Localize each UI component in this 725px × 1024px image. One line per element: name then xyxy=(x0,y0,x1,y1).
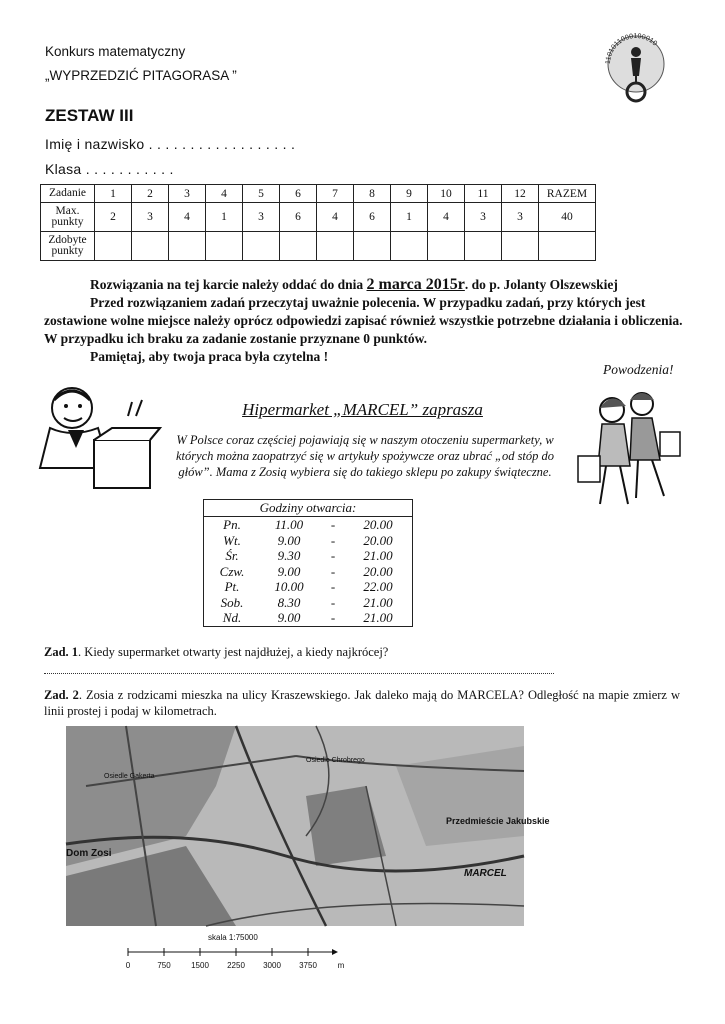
max-points: 3 xyxy=(465,203,502,232)
max-total: 40 xyxy=(539,203,596,232)
hours-row xyxy=(204,595,412,611)
dash: - xyxy=(330,517,336,532)
earned-cell[interactable] xyxy=(243,232,280,261)
map-label: Dom Zosi xyxy=(66,848,112,859)
hours-row xyxy=(204,533,412,549)
open-time: 9.30 xyxy=(277,548,301,563)
day: Pt. xyxy=(224,579,240,594)
hours-row xyxy=(204,517,412,533)
scale-bar xyxy=(128,948,338,956)
scale-tick: 1500 xyxy=(191,961,209,970)
max-label-1: Max. xyxy=(55,205,80,217)
max-points: 1 xyxy=(391,203,428,232)
earned-cell[interactable] xyxy=(95,232,132,261)
task-1-label: Zad. 1 xyxy=(44,645,79,659)
scale-tick: m xyxy=(337,961,345,970)
day: Sob. xyxy=(220,594,244,610)
close-time: 21.00 xyxy=(363,548,393,563)
earned-cell[interactable] xyxy=(206,232,243,261)
task-row xyxy=(41,185,596,203)
task-number: 4 xyxy=(206,185,243,203)
earned-points-row xyxy=(41,232,596,261)
max-points: 6 xyxy=(354,203,391,232)
page-title: ZESTAW III xyxy=(45,106,134,125)
task-number: 2 xyxy=(132,185,169,203)
max-points-row xyxy=(41,203,596,232)
logo-text: 1101011000100010 xyxy=(604,32,659,65)
earned-total-cell[interactable] xyxy=(539,232,596,261)
earned-cell[interactable] xyxy=(465,232,502,261)
scale-tick: 3000 xyxy=(263,961,281,970)
earned-cell[interactable] xyxy=(169,232,206,261)
total-label: RAZEM xyxy=(539,185,596,203)
open-time: 9.00 xyxy=(277,563,301,579)
shopkeeper-illustration xyxy=(20,378,170,496)
task-number: 7 xyxy=(317,185,354,203)
map-label: Przedmieście Jakubskie xyxy=(446,816,550,826)
max-points: 3 xyxy=(243,203,280,232)
got-label-1: Zdobyte xyxy=(48,234,87,246)
legibility-note: Pamiętaj, aby twoja praca była czytelna ! xyxy=(90,349,329,364)
close-time: 20.00 xyxy=(363,532,393,548)
open-time: 10.00 xyxy=(274,579,304,594)
task-label: Zadanie xyxy=(41,185,95,203)
dash: - xyxy=(330,610,336,625)
max-points-label xyxy=(41,203,95,232)
max-points: 1 xyxy=(206,203,243,232)
task-2-label: Zad. 2 xyxy=(44,688,79,702)
score-table xyxy=(40,184,596,261)
map-label: Osiedle Chrobrego xyxy=(306,757,365,764)
earned-cell[interactable] xyxy=(502,232,539,261)
instructions xyxy=(44,276,684,366)
deadline-text: Rozwiązania na tej karcie należy oddać do dnia xyxy=(90,277,367,292)
day: Wt. xyxy=(223,532,241,548)
opening-hours-heading: Godziny otwarcia: xyxy=(204,500,412,517)
deadline-date: 2 marca 2015r xyxy=(366,276,465,293)
task-number: 6 xyxy=(280,185,317,203)
task-1-text: . Kiedy supermarket otwarty jest najdłużej, a kiedy najkrócej? xyxy=(78,645,389,659)
task-number: 5 xyxy=(243,185,280,203)
map-label: Osiedle Gakerta xyxy=(104,773,155,780)
instruction-text: Przed rozwiązaniem zadań przeczytaj uważnie polecenia. W przypadku zadań, przy których jest zostawione wolne miejsce należy oprócz odpowiedzi zapisać również wszystkie potrzebne działania i obliczenia. W przypadku ich braku za zadanie zostanie przyznane 0 punktów. xyxy=(44,295,683,346)
class-field: Klasa . . . . . . . . . . . xyxy=(45,161,174,177)
open-time: 11.00 xyxy=(274,517,304,532)
open-time: 9.00 xyxy=(277,532,301,548)
contest-name: Konkurs matematyczny xyxy=(45,44,186,59)
task-2-text: . Zosia z rodzicami mieszka na ulicy Kraszewskiego. Jak daleko mają do MARCELA? Odległość na mapie zmierz w linii prostej i podaj w kilometrach. xyxy=(44,688,680,718)
open-time: 9.00 xyxy=(277,610,301,625)
scale-tick: 0 xyxy=(125,961,131,970)
opening-hours-table xyxy=(203,499,413,627)
earned-cell[interactable] xyxy=(317,232,354,261)
max-points: 4 xyxy=(317,203,354,232)
day: Czw. xyxy=(219,563,245,579)
hours-row xyxy=(204,610,412,626)
close-time: 21.00 xyxy=(363,610,393,625)
close-time: 21.00 xyxy=(363,594,393,610)
dash: - xyxy=(330,532,336,548)
earned-cell[interactable] xyxy=(132,232,169,261)
earned-points-label xyxy=(41,232,95,261)
max-points: 6 xyxy=(280,203,317,232)
task-number: 10 xyxy=(428,185,465,203)
day: Śr. xyxy=(225,548,239,563)
task-number: 9 xyxy=(391,185,428,203)
task-1 xyxy=(44,645,388,660)
hours-row xyxy=(204,564,412,580)
dash: - xyxy=(330,563,336,579)
scale-title: skala 1:75000 xyxy=(208,933,258,942)
scale-tick: 750 xyxy=(157,961,171,970)
task-number: 8 xyxy=(354,185,391,203)
close-time: 22.00 xyxy=(363,579,393,594)
earned-cell[interactable] xyxy=(391,232,428,261)
task-2 xyxy=(44,687,680,719)
promo-title: Hipermarket „MARCEL” zaprasza xyxy=(242,400,483,419)
hours-row xyxy=(204,548,412,564)
close-time: 20.00 xyxy=(363,563,393,579)
close-time: 20.00 xyxy=(363,517,393,532)
map-label: MARCEL xyxy=(464,868,507,879)
open-time: 8.30 xyxy=(277,594,301,610)
max-points: 2 xyxy=(95,203,132,232)
day: Nd. xyxy=(222,610,242,625)
dash: - xyxy=(330,579,336,594)
day: Pn. xyxy=(223,517,241,532)
max-points: 3 xyxy=(502,203,539,232)
max-points: 4 xyxy=(169,203,206,232)
max-label-2: punkty xyxy=(51,216,84,228)
scale-tick: 3750 xyxy=(299,961,317,970)
max-points: 3 xyxy=(132,203,169,232)
good-luck: Powodzenia! xyxy=(603,362,674,377)
task-number: 11 xyxy=(465,185,502,203)
city-map xyxy=(66,726,550,976)
deadline-line xyxy=(44,276,684,294)
max-points: 4 xyxy=(428,203,465,232)
task-number: 1 xyxy=(95,185,132,203)
answer-line[interactable] xyxy=(44,665,554,674)
promo-text: W Polsce coraz częściej pojawiają się w naszym otoczeniu supermarkety, w których można zaopatrzyć się w artykuły spożywcze oraz ubrać „od stóp do głów”. Mama z Zosią wybiera się do takiego sklepu po zakupy świąteczne. xyxy=(175,433,555,479)
deadline-teacher: . do p. Jolanty Olszewskiej xyxy=(464,277,618,292)
earned-cell[interactable] xyxy=(354,232,391,261)
dash: - xyxy=(330,548,336,563)
earned-cell[interactable] xyxy=(280,232,317,261)
name-field: Imię i nazwisko . . . . . . . . . . . . . . . . . . xyxy=(45,136,296,152)
got-label-2: punkty xyxy=(51,245,84,257)
earned-cell[interactable] xyxy=(428,232,465,261)
dash: - xyxy=(330,594,336,610)
task-number: 12 xyxy=(502,185,539,203)
scale-tick: 2250 xyxy=(227,961,245,970)
contest-title: „WYPRZEDZIĆ PITAGORASA ” xyxy=(45,68,237,83)
task-number: 3 xyxy=(169,185,206,203)
hours-row xyxy=(204,579,412,595)
unicycle-logo xyxy=(598,20,674,104)
